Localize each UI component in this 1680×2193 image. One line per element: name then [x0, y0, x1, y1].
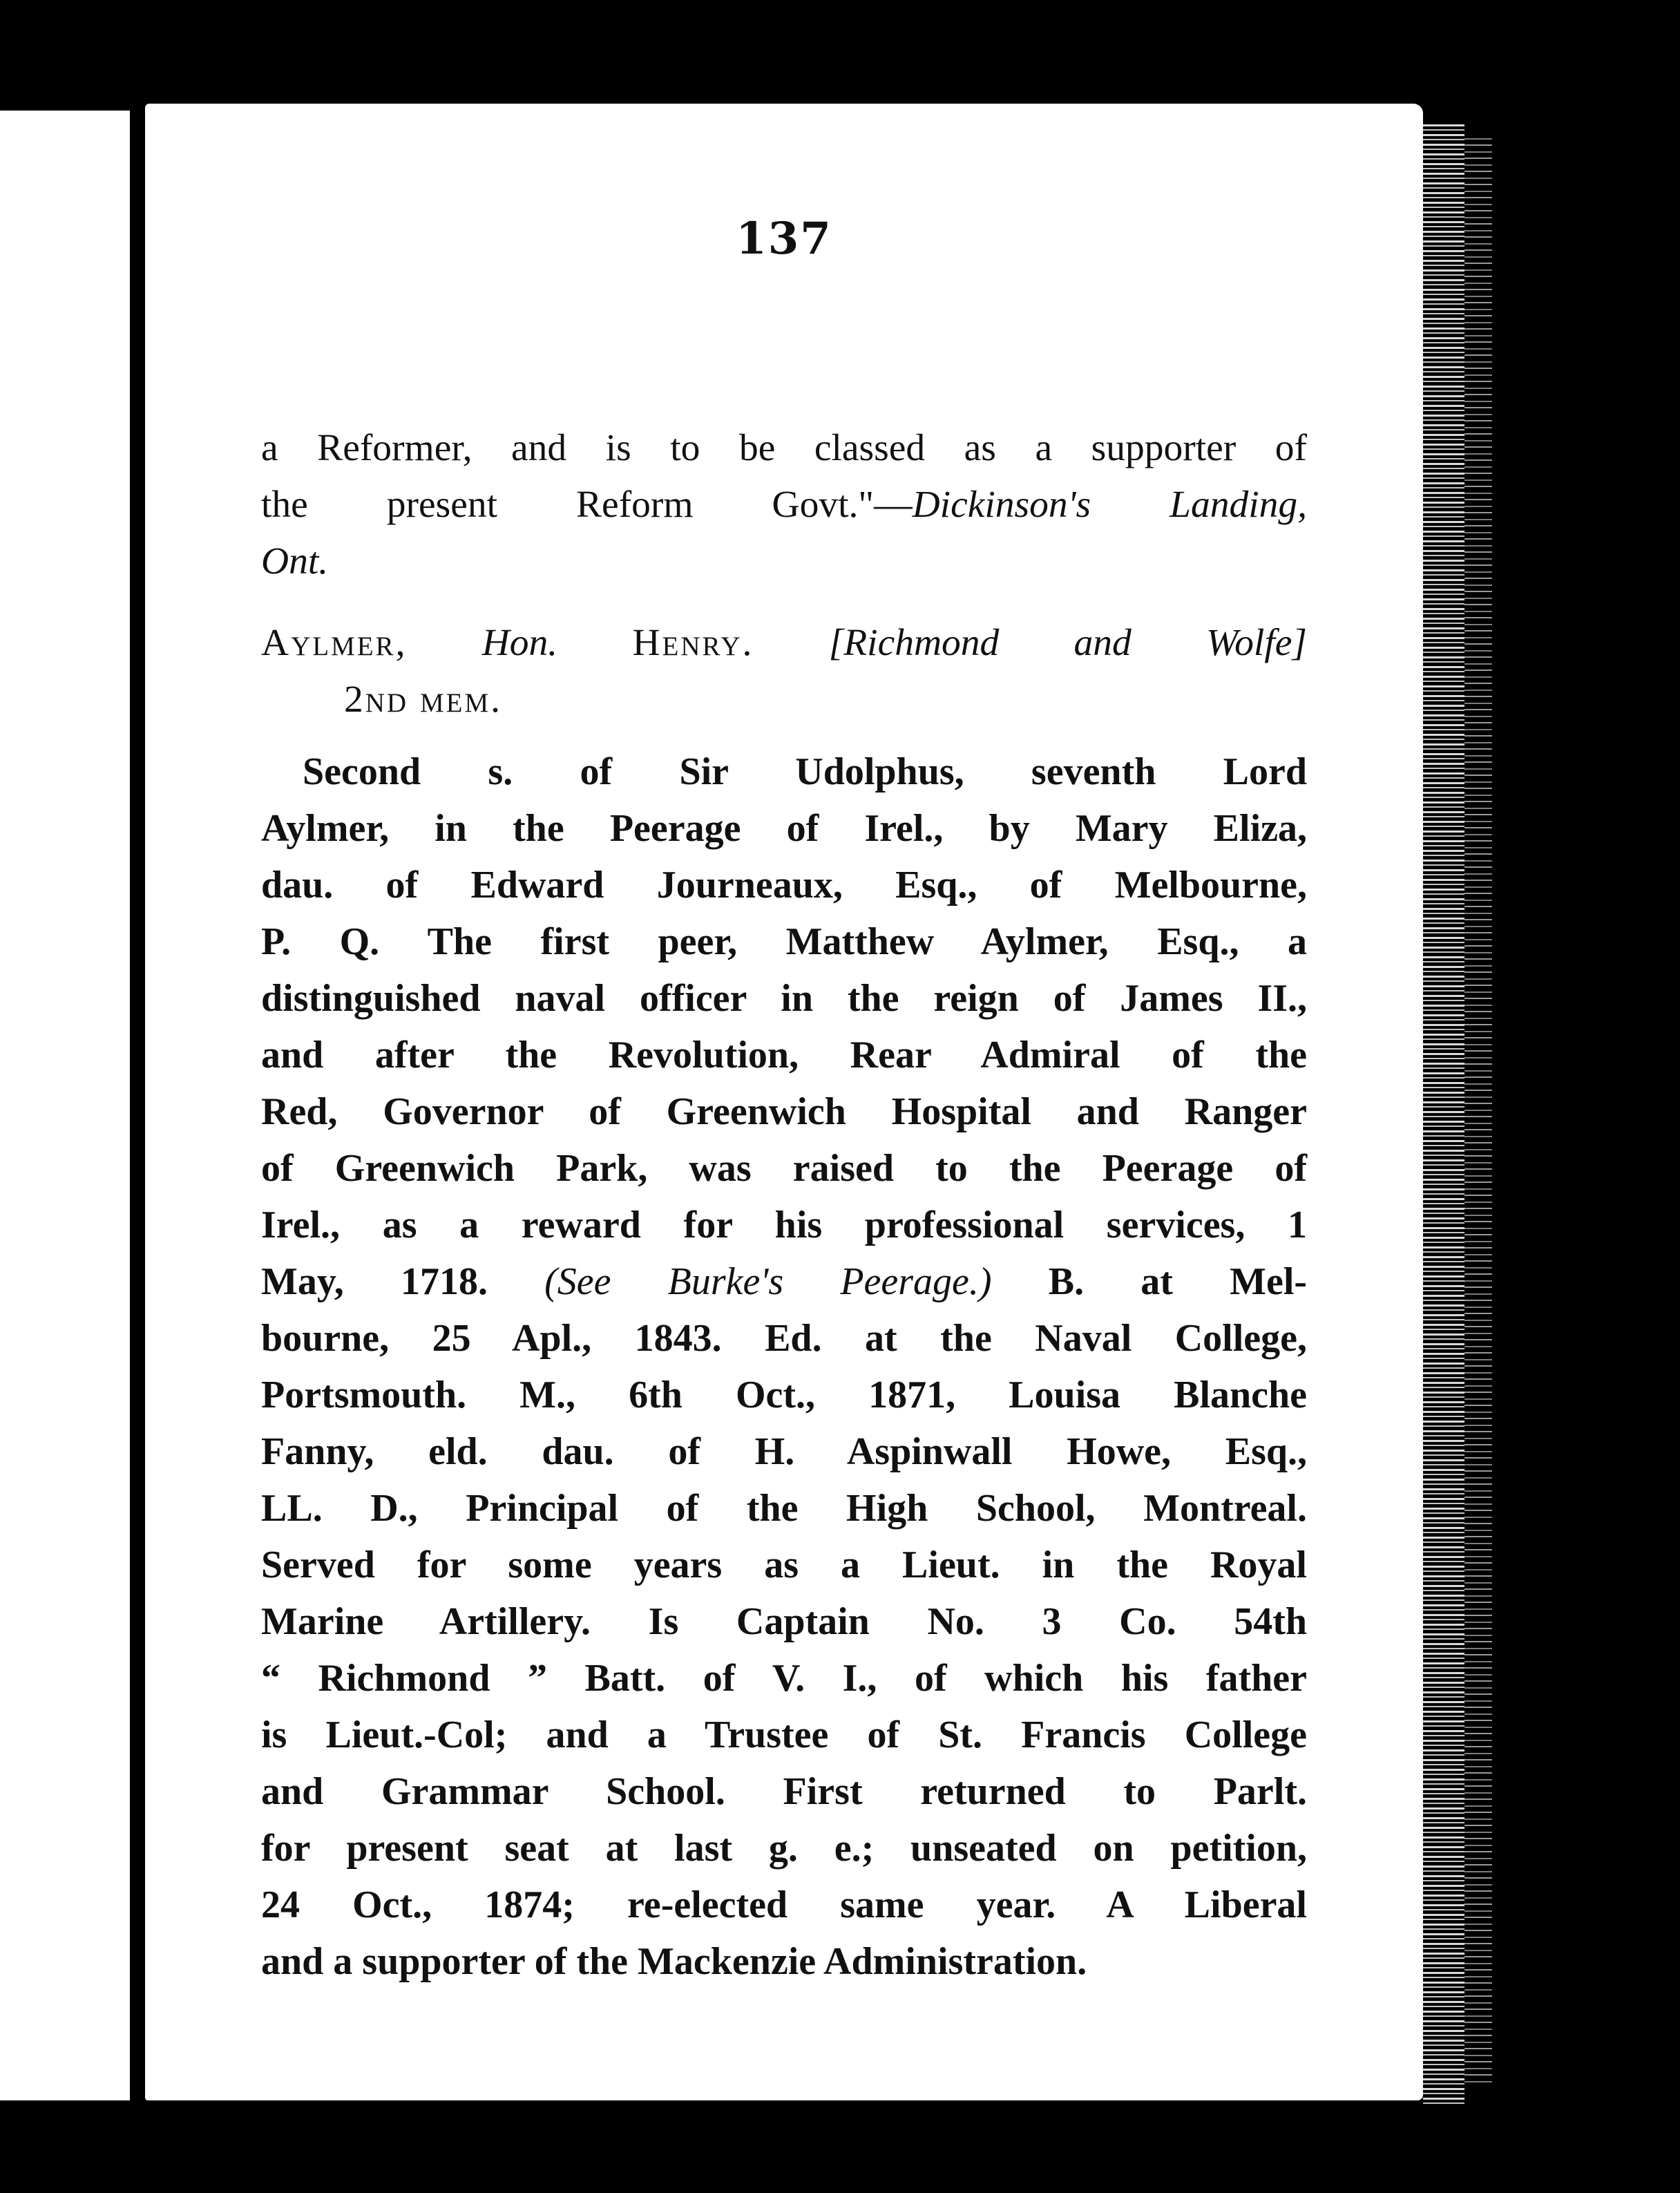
bio-line: distinguished naval officer in the reign of James II., — [261, 977, 1307, 1020]
bio-line: Aylmer, in the Peerage of Irel., by Mary Eliza, — [261, 807, 1307, 850]
entry-member: 2nd mem. — [344, 678, 503, 721]
bio-paragraph — [261, 743, 1307, 1990]
bio-line: Portsmouth. M., 6th Oct., 1871, Louisa Blanche — [261, 1374, 1307, 1416]
intro-quote-end: the present Reform Govt." — [261, 484, 875, 526]
entry-given-name: Henry. — [632, 622, 754, 664]
intro-paragraph — [261, 420, 1307, 590]
bio-line: for present seat at last g. e.; unseated on petition, — [261, 1827, 1307, 1870]
bio-date: May, 1718. — [261, 1260, 488, 1303]
page-sheet — [145, 104, 1423, 2100]
bio-birth: B. at Mel- — [1048, 1260, 1308, 1303]
bio-citation: (See Burke's Peerage.) — [544, 1260, 992, 1303]
bio-line: and a supporter of the Mackenzie Administration. — [261, 1940, 1087, 1983]
book-page-edges — [1423, 124, 1464, 2107]
intro-line-3: Ont. — [261, 540, 329, 582]
bio-line-citation — [261, 1253, 1307, 1310]
bio-line: is Lieut.-Col; and a Trustee of St. Francis College — [261, 1713, 1307, 1756]
bio-line: Marine Artillery. Is Captain No. 3 Co. 54th — [261, 1600, 1307, 1643]
intro-line-1: a Reformer, and is to be classed as a supporter of — [261, 427, 1307, 469]
entry-heading — [261, 615, 1307, 728]
previous-page-edge — [0, 111, 130, 2100]
bio-line: Served for some years as a Lieut. in the Royal — [261, 1544, 1307, 1586]
page-number: 137 — [736, 213, 832, 265]
entry-riding: [Richmond and Wolfe] — [828, 622, 1307, 664]
intro-line-2 — [261, 477, 1307, 533]
bio-line: LL. D., Principal of the High School, Montreal. — [261, 1487, 1307, 1530]
intro-dash: — — [874, 484, 913, 526]
intro-location: Dickinson's Landing, — [912, 484, 1307, 526]
bio-line: Fanny, eld. dau. of H. Aspinwall Howe, Esq., — [261, 1430, 1307, 1473]
bio-line: Irel., as a reward for his professional services, 1 — [261, 1204, 1307, 1246]
bio-line: Second s. of Sir Udolphus, seventh Lord — [303, 750, 1307, 793]
bio-line: bourne, 25 Apl., 1843. Ed. at the Naval College, — [261, 1317, 1307, 1360]
entry-surname: Aylmer, — [261, 622, 408, 664]
entry-honorific: Hon. — [481, 622, 558, 664]
bio-line: and Grammar School. First returned to Parlt. — [261, 1770, 1307, 1813]
bio-line: Red, Governor of Greenwich Hospital and Ranger — [261, 1090, 1307, 1133]
bio-line: P. Q. The first peer, Matthew Aylmer, Esq., a — [261, 920, 1307, 963]
book-page-edges-outer — [1464, 138, 1492, 2087]
entry-heading-line — [261, 615, 1307, 672]
bio-line: of Greenwich Park, was raised to the Peerage of — [261, 1147, 1307, 1190]
bio-line: dau. of Edward Journeaux, Esq., of Melbourne, — [261, 864, 1307, 906]
bio-line: 24 Oct., 1874; re-elected same year. A Liberal — [261, 1883, 1307, 1926]
bio-line: and after the Revolution, Rear Admiral of the — [261, 1034, 1307, 1076]
bio-line: “ Richmond ” Batt. of V. I., of which his father — [261, 1657, 1307, 1700]
